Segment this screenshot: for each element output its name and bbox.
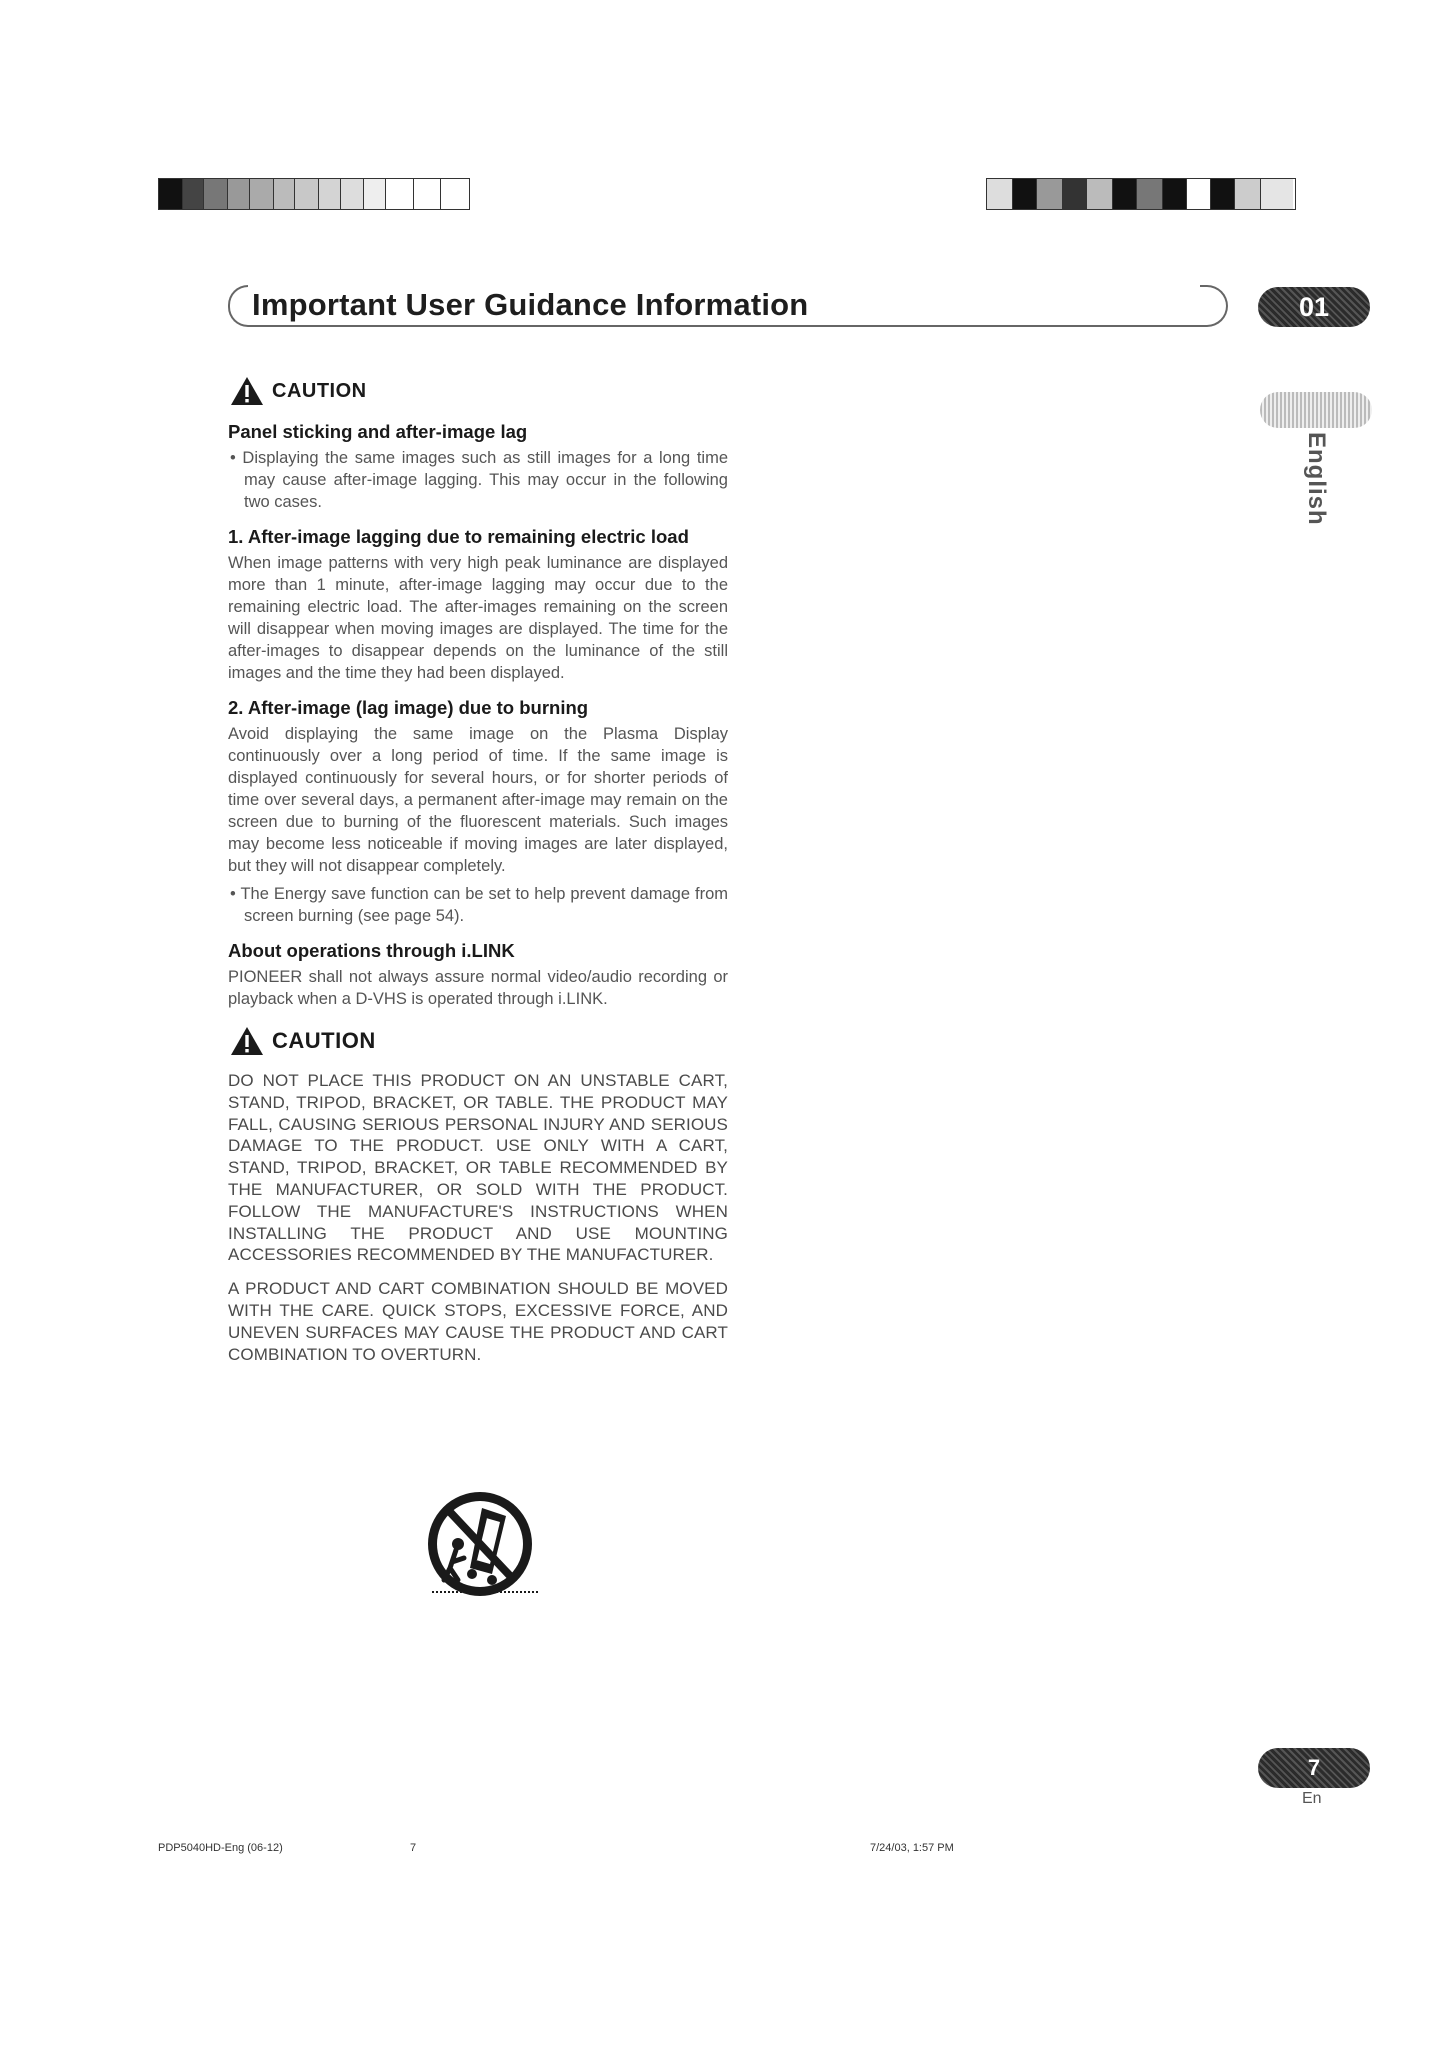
page-number-badge bbox=[1258, 1748, 1370, 1788]
language-label: English bbox=[1303, 432, 1330, 526]
section-2-heading: 2. After-image (lag image) due to burning bbox=[228, 697, 589, 718]
registration-bar-left bbox=[158, 178, 470, 210]
caution-label: CAUTION bbox=[272, 379, 367, 402]
footer-timestamp: 7/24/03, 1:57 PM bbox=[870, 1842, 954, 1854]
caution-2-paragraph-1: DO NOT PLACE THIS PRODUCT ON AN UNSTABLE CART, STAND, TRIPOD, BRACKET, OR TABLE. THE PRODUCT MAY FALL, CAUSING SERIOUS PERSONAL INJURY AND SERIOUS DAMAGE TO THE PRODUCT. USE ONLY WITH A CART, STAND, TRIPOD, BRACKET, OR TABLE RECOMMENDED BY THE MANUFACTURER, OR SOLD WITH THE PRODUCT. FOLLOW THE MANUFACTURE'S INSTRUCTIONS WHEN INSTALLING THE PRODUCT AND USE MOUNTING ACCESSORIES RECOMMENDED BY THE MANUFACTURER. bbox=[228, 1071, 728, 1265]
registration-bar-right bbox=[986, 178, 1296, 210]
caution-heading-1 bbox=[230, 376, 728, 406]
caution-label: CAUTION bbox=[272, 1028, 376, 1053]
chapter-number: 01 bbox=[1298, 291, 1330, 322]
section-2-body: Avoid displaying the same image on the Plasma Display continuously over a long period of time. If the same image is displayed continuously for several hours, or for shorter periods of time over several days, a permanent after-image may remain on the screen due to burning of the fluorescent materials. Such images may become less noticeable if moving images are later displayed, but they will not disappear completely. bbox=[228, 725, 728, 875]
page-language-code: En bbox=[1302, 1790, 1322, 1807]
footer-file-name: PDP5040HD-Eng (06-12) bbox=[158, 1842, 283, 1854]
language-tab-marker bbox=[1260, 392, 1372, 428]
caution-2-paragraph-2: A PRODUCT AND CART COMBINATION SHOULD BE MOVED WITH THE CARE. QUICK STOPS, EXCESSIVE FORCE, AND UNEVEN SURFACES MAY CAUSE THE PRODUCT AND CART COMBINATION TO OVERTURN. bbox=[228, 1279, 728, 1364]
panel-sticking-heading: Panel sticking and after-image lag bbox=[228, 421, 528, 442]
footer-page: 7 bbox=[410, 1842, 417, 1854]
section-1-heading: 1. After-image lagging due to remaining electric load bbox=[228, 526, 689, 547]
chapter-badge bbox=[1258, 287, 1370, 327]
cart-tipover-warning-icon bbox=[420, 1488, 546, 1604]
page-number: 7 bbox=[1307, 1755, 1321, 1780]
caution-heading-2 bbox=[230, 1026, 728, 1056]
section-1-body: When image patterns with very high peak luminance are displayed more than 1 minute, after-image lagging may occur due to the remaining electric load. The after-images remaining on the screen will disappear when moving images are displayed. The time for the after-images to disappear depends on the luminance of the still images and the time they had been displayed. bbox=[228, 554, 728, 682]
header-right-bracket bbox=[1200, 285, 1228, 327]
section-header bbox=[228, 283, 1228, 331]
main-content bbox=[228, 376, 728, 1377]
header-rule bbox=[248, 325, 1200, 327]
warning-triangle-icon bbox=[230, 1026, 264, 1056]
section-2-bullet: • The Energy save function can be set to help prevent damage from screen burning (see page 54). bbox=[230, 885, 728, 925]
ilink-body: PIONEER shall not always assure normal video/audio recording or playback when a D-VHS is operated through i.LINK. bbox=[228, 968, 728, 1008]
page-title: Important User Guidance Information bbox=[252, 287, 809, 322]
warning-triangle-icon bbox=[230, 376, 264, 406]
header-left-bracket bbox=[228, 285, 248, 327]
panel-sticking-bullet: • Displaying the same images such as still images for a long time may cause after-image lagging. This may occur in the following two cases. bbox=[230, 449, 728, 511]
ilink-heading: About operations through i.LINK bbox=[228, 940, 515, 961]
